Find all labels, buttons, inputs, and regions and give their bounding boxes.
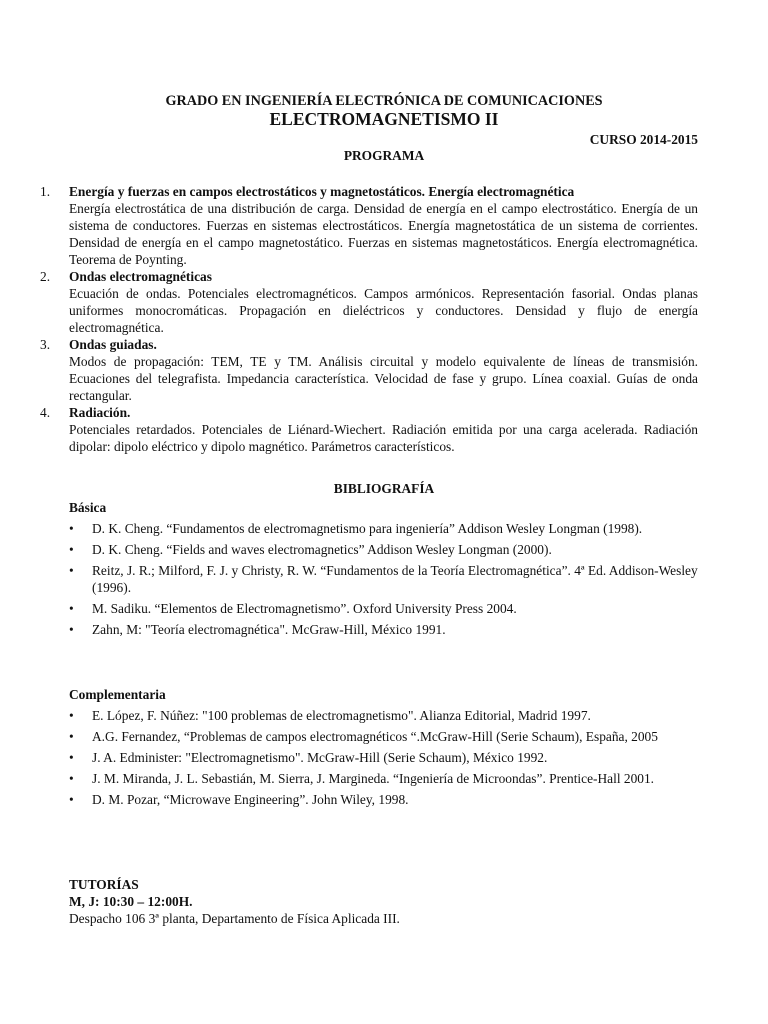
bullet-icon: • — [69, 622, 74, 637]
course-year: CURSO 2014-2015 — [589, 132, 698, 147]
bullet-icon: • — [69, 771, 74, 786]
bibliography-basic-section — [69, 499, 699, 642]
bullet-icon: • — [69, 542, 74, 557]
bullet-icon: • — [69, 521, 74, 536]
topic-description: Ecuación de ondas. Potenciales electromagnéticos. Campos armónicos. Representación fasorial. Ondas planas uniformes monocromáticas. Propagación en dieléctricos y conductores. Densidad y flujo de energía electromagnética. — [69, 286, 698, 335]
subject-title: ELECTROMAGNETISMO II — [269, 109, 499, 129]
bullet-icon: • — [69, 563, 74, 578]
topic-item — [40, 336, 698, 404]
reference-text: A.G. Fernandez, “Problemas de campos electromagnéticos “.McGraw-Hill (Serie Schaum), España, 2005 — [92, 729, 658, 744]
topic-description: Potenciales retardados. Potenciales de Liénard-Wiechert. Radiación emitida por una carga acelerada. Radiación dipolar: dipolo eléctrico y dipolo magnético. Parámetros característicos. — [69, 422, 698, 454]
topic-item — [40, 404, 698, 455]
degree-title: GRADO EN INGENIERÍA ELECTRÓNICA DE COMUNICACIONES — [165, 93, 603, 109]
reference-item — [69, 728, 699, 745]
bullet-icon: • — [69, 708, 74, 723]
reference-text: Reitz, J. R.; Milford, F. J. y Christy, R. W. “Fundamentos de la Teoría Electromagnética”. 4ª Ed. Addison-Wesley (1996). — [92, 563, 698, 595]
topic-title: Radiación. — [69, 405, 131, 420]
reference-text: E. López, F. Núñez: "100 problemas de electromagnetismo". Alianza Editorial, Madrid 1997. — [92, 708, 591, 723]
topic-description: Modos de propagación: TEM, TE y TM. Análisis circuital y modelo equivalente de líneas de transmisión. Ecuaciones del telegrafista. Impedancia característica. Velocidad de fase y grupo. Línea coaxial. Guías de onda rectangular. — [69, 354, 698, 403]
programa-heading: PROGRAMA — [343, 148, 425, 163]
reference-item — [69, 621, 699, 638]
bullet-icon: • — [69, 792, 74, 807]
reference-text: Zahn, M: "Teoría electromagnética". McGraw-Hill, México 1991. — [92, 622, 446, 637]
tutorias-section — [69, 876, 699, 927]
reference-item — [69, 562, 699, 596]
tutorias-schedule: M, J: 10:30 – 12:00H. — [69, 894, 193, 909]
reference-text: D. M. Pozar, “Microwave Engineering”. John Wiley, 1998. — [92, 792, 409, 807]
reference-item — [69, 749, 699, 766]
complementary-heading: Complementaria — [69, 687, 166, 702]
topic-number: 4. — [40, 405, 51, 420]
reference-text: J. A. Edminister: "Electromagnetismo". McGraw-Hill (Serie Schaum), México 1992. — [92, 750, 548, 765]
reference-item — [69, 520, 699, 537]
topic-number: 1. — [40, 184, 51, 199]
reference-text: M. Sadiku. “Elementos de Electromagnetismo”. Oxford University Press 2004. — [92, 601, 517, 616]
reference-item — [69, 770, 699, 787]
topic-list — [40, 183, 698, 455]
reference-item — [69, 600, 699, 617]
reference-text: D. K. Cheng. “Fundamentos de electromagnetismo para ingeniería” Addison Wesley Longman (1998). — [92, 521, 643, 536]
reference-item — [69, 541, 699, 558]
reference-text: D. K. Cheng. “Fields and waves electromagnetics” Addison Wesley Longman (2000). — [92, 542, 552, 557]
topic-title: Ondas guiadas. — [69, 337, 157, 352]
topic-item — [40, 183, 698, 268]
reference-text: J. M. Miranda, J. L. Sebastián, M. Sierra, J. Margineda. “Ingeniería de Microondas”. Prentice-Hall 2001. — [92, 771, 655, 786]
topic-title: Ondas electromagnéticas — [69, 269, 212, 284]
topic-number: 3. — [40, 337, 51, 352]
topic-number: 2. — [40, 269, 51, 284]
basic-heading: Básica — [69, 500, 107, 515]
topic-title: Energía y fuerzas en campos electrostáticos y magnetostáticos. Energía electromagnética — [69, 184, 575, 199]
reference-item — [69, 791, 699, 808]
tutorias-location: Despacho 106 3ª planta, Departamento de Física Aplicada III. — [69, 911, 400, 926]
bullet-icon: • — [69, 729, 74, 744]
bullet-icon: • — [69, 601, 74, 616]
complementary-reference-list — [69, 707, 699, 808]
bibliography-complementary-section — [69, 686, 699, 812]
reference-item — [69, 707, 699, 724]
topic-description: Energía electrostática de una distribución de carga. Densidad de energía en el campo electrostático. Energía de un sistema de conductores. Fuerzas en sistemas electrostáticos. Energía magnetostática de un sistema de corrientes. Densidad de energía en el campo magnetostático. Fuerzas en sistemas magnetostáticos. Energía electromagnética. Teorema de Poynting. — [69, 201, 698, 267]
bibliography-heading: BIBLIOGRAFÍA — [333, 481, 435, 496]
bullet-icon: • — [69, 750, 74, 765]
basic-reference-list — [69, 520, 699, 638]
topic-item — [40, 268, 698, 336]
tutorias-heading: TUTORÍAS — [69, 877, 139, 892]
